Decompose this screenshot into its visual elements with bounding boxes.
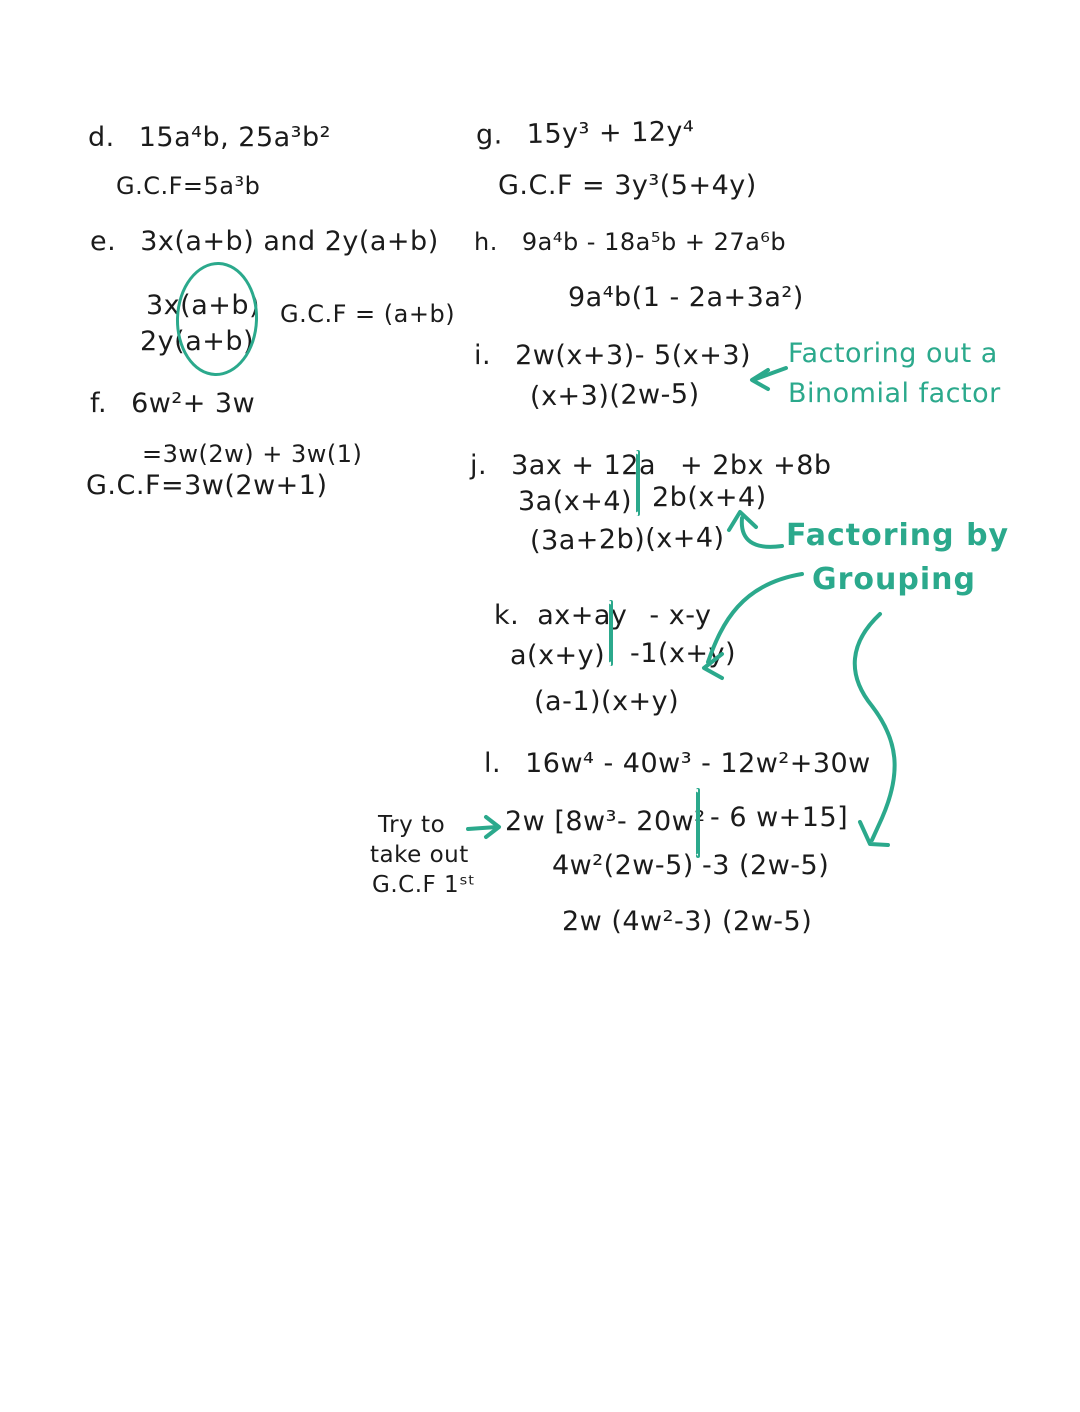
problem-h [474,228,786,256]
problem-g [476,116,695,151]
problem-k-work-left: a(x+y) [510,640,606,671]
curved-arrow-grouping-to-j-head-icon [729,512,756,530]
grouping-divider-dash-icon [609,600,613,666]
problem-l-answer: 2w (4w²-3) (2w-5) [562,906,813,937]
problem-k-expression-left: ax+ay [537,600,628,631]
problem-l-work2-left: 4w²(2w-5) [552,850,694,881]
arrow-left-head-icon [752,370,768,389]
arrow-right-icon [468,827,497,829]
problem-j-answer: (3a+2b)(x+4) [529,522,725,557]
problem-i-answer: (x+3)(2w-5) [529,378,700,413]
problem-l [484,748,871,779]
problem-d-answer: G.C.F=5a³b [116,172,261,200]
problem-d-label: d. [88,122,115,153]
problem-k-expression-right: - x-y [649,600,712,631]
problem-l-work2-right: -3 (2w-5) [702,850,830,881]
arrow-left-icon [753,368,786,380]
arrow-right-head-icon [486,817,499,837]
s-curve-arrow-grouping-to-l-head-icon [860,822,888,845]
problem-j-expression-right: + 2bx +8b [680,450,832,481]
problem-i-expression: 2w(x+3)- 5(x+3) [515,340,752,371]
curved-arrow-grouping-to-j-icon [742,518,782,547]
problem-f-label: f. [90,388,108,419]
problem-g-expression: 15y³ + 12y⁴ [526,116,695,151]
problem-g-answer: G.C.F = 3y³(5+4y) [498,170,757,201]
problem-e [90,226,439,257]
problem-d [88,122,331,153]
grouping-note-line2: Grouping [812,562,976,597]
problem-l-work1-left: 2w [8w³- 20w² [505,806,706,837]
problem-i-label: i. [474,340,492,371]
problem-h-answer: 9a⁴b(1 - 2a+3a²) [568,282,804,313]
problem-h-expression: 9a⁴b - 18a⁵b + 27a⁶b [521,228,787,256]
problem-k-work-right: -1(x+y) [630,638,737,669]
grouping-divider-dash-icon [636,450,640,516]
problem-e-work-line1: 3x(a+b) [146,290,261,321]
problem-f-expression: 6w²+ 3w [131,388,256,419]
problem-e-answer: G.C.F = (a+b) [280,300,456,328]
problem-l-label: l. [484,748,502,779]
problem-j-expression-left: 3ax + 12a [511,450,656,481]
problem-j [470,450,832,481]
problem-e-label: e. [90,226,117,257]
circle-annotation-icon [174,261,260,378]
problem-l-work1-right: - 6 w+15] [710,802,849,833]
problem-k [494,600,711,631]
problem-e-expression: 3x(a+b) and 2y(a+b) [140,226,439,257]
gcf-note-line3: G.C.F 1ˢᵗ [372,872,476,898]
problem-i [474,340,751,371]
problem-d-expression: 15a⁴b, 25a³b² [138,122,331,153]
problem-f-answer: G.C.F=3w(2w+1) [86,470,328,501]
binomial-factor-note-line2: Binomial factor [788,378,1001,409]
problem-j-work-left: 3a(x+4) [518,486,633,517]
problem-l-expression: 16w⁴ - 40w³ - 12w²+30w [525,748,871,779]
problem-f-work: =3w(2w) + 3w(1) [142,440,363,468]
problem-j-label: j. [470,450,488,481]
problem-h-label: h. [474,228,498,256]
binomial-factor-note-line1: Factoring out a [788,338,998,369]
grouping-divider-dash-icon [696,788,700,858]
gcf-note-line2: take out [370,842,469,868]
problem-k-label: k. [494,600,520,631]
problem-f [90,388,255,419]
problem-g-label: g. [475,119,504,151]
gcf-note-line1: Try to [378,812,446,838]
grouping-note-line1: Factoring by [786,518,1010,553]
problem-e-work-line2: 2y(a+b) [140,326,255,357]
s-curve-arrow-grouping-to-l-icon [855,614,895,840]
problem-j-work-right: 2b(x+4) [652,482,767,513]
problem-k-answer: (a-1)(x+y) [534,686,680,717]
